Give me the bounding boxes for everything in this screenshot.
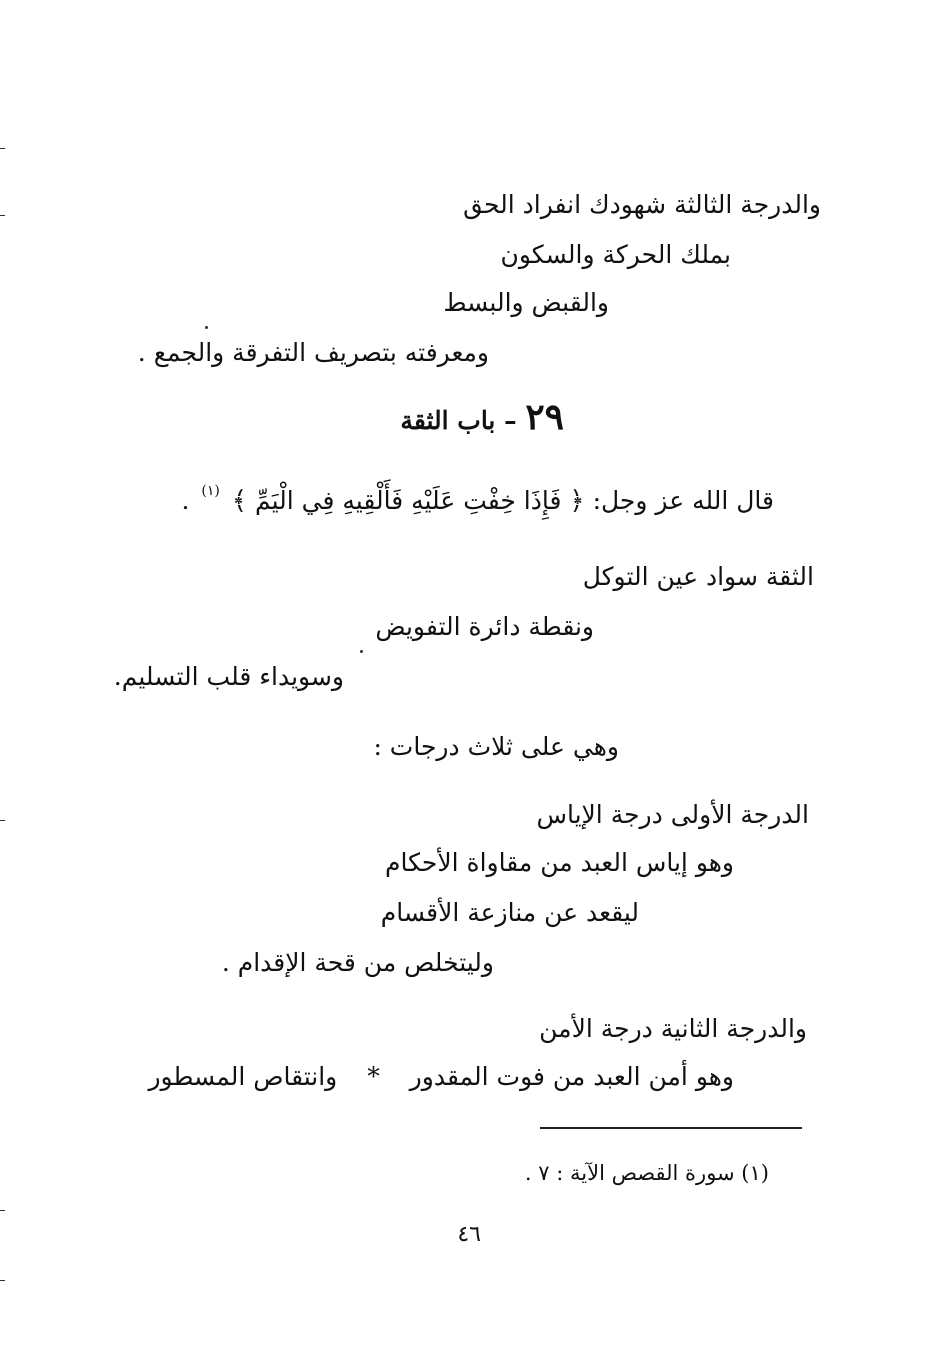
quran-verse: فَإِذَا خِفْتِ عَلَيْهِ فَأَلْقِيهِ فِي الْيَمِّ [254,486,562,515]
verse-right: وهو أمن العبد من فوت المقدور [409,1062,734,1091]
quran-close-bracket: ﴾ [231,486,247,516]
text-line: والقبض والبسط [443,288,609,317]
page-number: ٤٦ [457,1222,481,1247]
scan-mark [0,1210,5,1211]
footnote-reference: (١) [201,483,220,499]
text-line: وهي على ثلاث درجات : [373,732,619,761]
footnote-divider [540,1127,802,1129]
quran-end-mark: . [181,486,190,515]
text-line: بملك الحركة والسكون [500,240,731,269]
section-number: ٢٩ [525,396,564,438]
text-line: وسويداء قلب التسليم. [113,662,344,691]
scan-mark [0,215,5,216]
footnote: (١) سورة القصص الآية : ٧ . [524,1161,769,1185]
text-line: ونقطة دائرة التفويض [375,612,594,641]
scan-mark [0,148,5,149]
star-separator: * [367,1062,380,1091]
verse-left: وانتقاص المسطور [148,1062,338,1091]
text-line: ومعرفته بتصريف التفرقة والجمع . [137,338,489,367]
verse-line [148,1060,734,1094]
scan-mark [0,1280,5,1281]
scan-dot [360,650,363,653]
section-heading [400,396,564,438]
section-title: – باب الثقة [400,406,517,435]
text-line: ليقعد عن منازعة الأقسام [380,898,639,927]
quran-intro: قال الله عز وجل: [592,486,774,515]
quran-line [181,484,774,522]
text-line: الدرجة الأولى درجة الإياس [536,800,809,829]
text-line: وهو إياس العبد من مقاواة الأحكام [385,848,734,877]
quran-open-bracket: ﴿ [569,486,585,516]
scan-dot [205,326,208,329]
scan-mark [0,820,5,821]
text-line: وليتخلص من قحة الإقدام . [221,948,494,977]
text-line: والدرجة الثانية درجة الأمن [539,1014,807,1043]
text-line: الثقة سواد عين التوكل [582,562,814,591]
text-line: والدرجة الثالثة شهودك انفراد الحق [463,190,821,219]
